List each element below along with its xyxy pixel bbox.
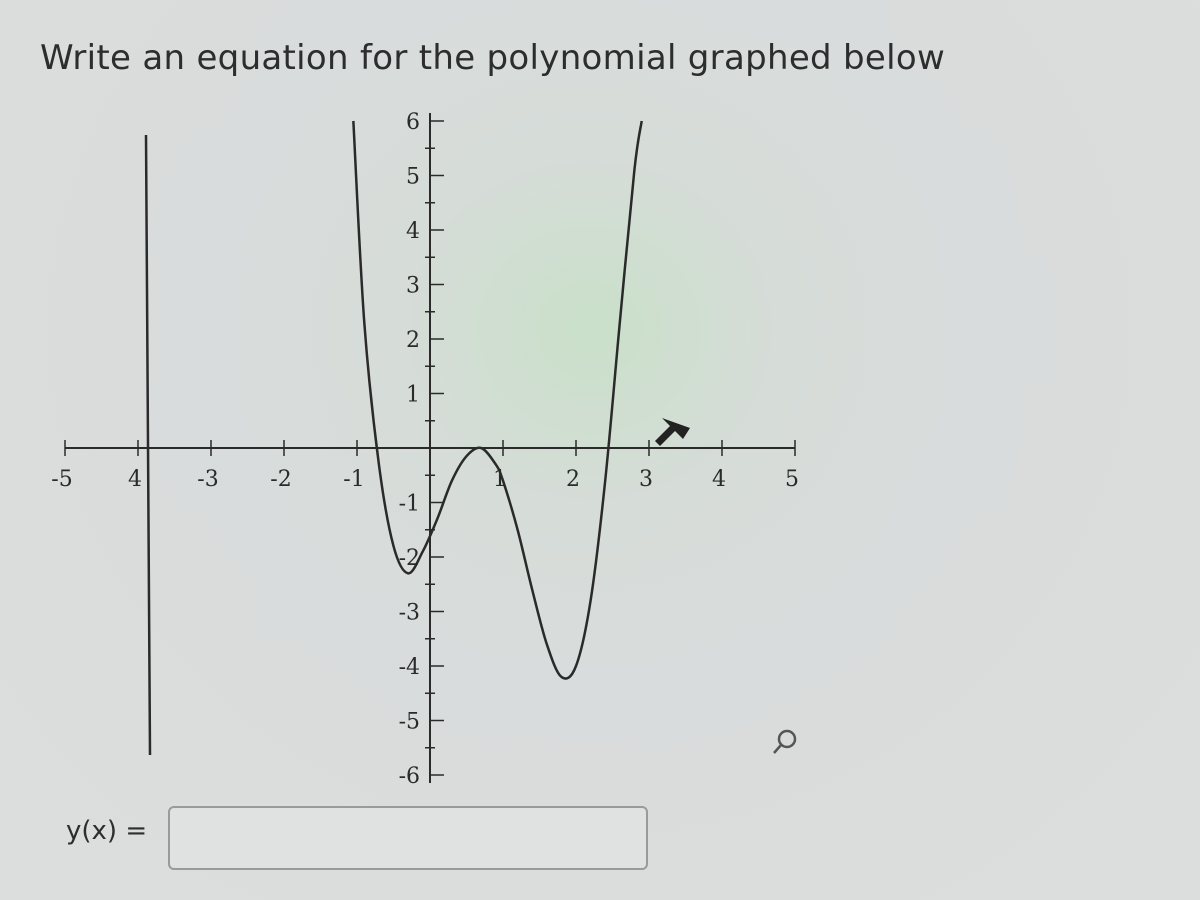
magnifier-icon[interactable] — [765, 723, 805, 767]
x-tick-label: 1 — [493, 467, 507, 492]
axes — [65, 113, 795, 783]
x-tick-label: 2 — [566, 467, 580, 492]
y-tick-label: 5 — [406, 164, 420, 190]
x-tick-label: -1 — [343, 467, 365, 492]
vertical-line — [146, 135, 150, 755]
y-tick-label: 4 — [406, 219, 420, 244]
y-tick-label: -5 — [398, 709, 420, 735]
x-tick-label: 3 — [639, 467, 653, 492]
tick-labels — [51, 110, 799, 789]
y-tick-label: -1 — [398, 491, 420, 517]
x-tick-label: -2 — [270, 467, 292, 492]
y-tick-label: -2 — [398, 546, 420, 571]
mouse-pointer-icon — [655, 418, 690, 446]
y-tick-label: -6 — [398, 764, 420, 789]
x-tick-label: 4 — [128, 467, 142, 492]
x-tick-label: 5 — [785, 467, 799, 492]
x-tick-label: 4 — [712, 467, 726, 492]
answer-input[interactable] — [168, 806, 648, 870]
x-tick-label: -5 — [51, 467, 73, 492]
answer-label: y(x) = — [66, 816, 148, 846]
y-tick-label: -4 — [398, 655, 420, 680]
question-text: Write an equation for the polynomial graphed below — [40, 38, 946, 78]
y-tick-label: 6 — [406, 110, 420, 135]
polynomial-curve — [353, 121, 641, 679]
y-tick-label: 2 — [406, 328, 420, 353]
y-tick-label: 1 — [406, 382, 420, 408]
x-tick-label: -3 — [197, 467, 219, 492]
y-tick-label: 3 — [406, 273, 420, 299]
y-tick-label: -3 — [398, 600, 420, 626]
